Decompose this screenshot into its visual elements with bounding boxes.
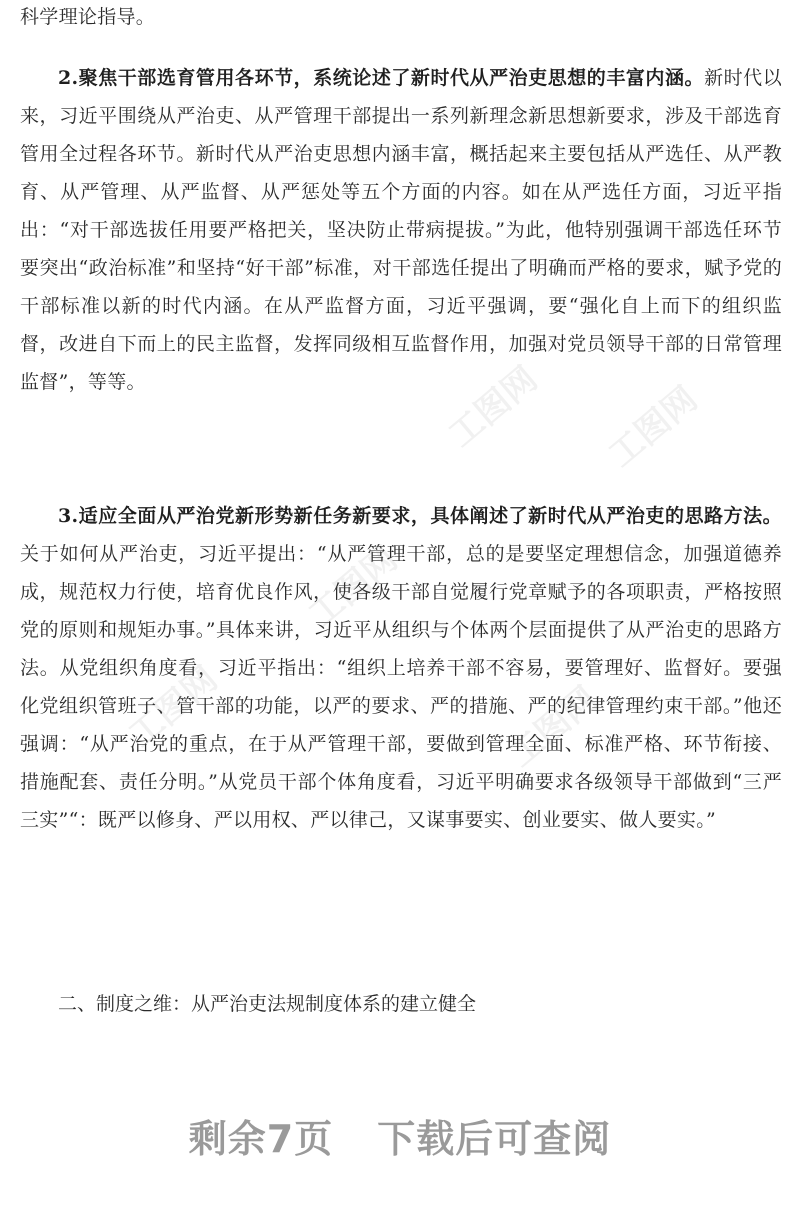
paragraph-intro-tail: [20, 0, 782, 36]
paragraph-body: 新时代以来，习近平围绕从严治吏、从严管理干部提出一系列新理念新思想新要求，涉及干部选育管用全过程各环节。新时代从严治吏思想内涵丰富，概括起来主要包括从严选任、从严教育、从严管理、从严监督、从严惩处等五个方面的内容。如在从严选任方面，习近平指出：“对干部选拔任用要严格把关，坚决防止带病提拔。”为此，他特别强调干部选任环节要突出“政治标准”和坚持“好干部”标准，对干部选任提出了明确而严格的要求，赋予党的干部标准以新的时代内涵。在从严监督方面，习近平强调，要“强化自上而下的组织监督，改进自下而上的民主监督，发挥同级相互监督作用，加强对党员领导干部的日常管理监督”，等等。: [20, 67, 782, 393]
watermark: 工图网: [501, 679, 606, 776]
paragraph-2: [20, 59, 782, 401]
download-to-view-label: 下载后可查阅: [377, 1117, 612, 1161]
watermark: 工图网: [301, 539, 406, 636]
paragraph-text: 科学理论指导。: [20, 6, 156, 28]
paragraph-lead: 2.聚焦干部选育管用各环节，系统论述了新时代从严治吏思想的丰富内涵。: [58, 67, 705, 89]
paragraph-lead: 3.适应全面从严治党新形势新任务新要求，具体阐述了新时代从严治吏的思路方法。: [58, 505, 782, 527]
paragraph-3: [20, 497, 782, 839]
remaining-pages-banner[interactable]: [0, 1108, 800, 1163]
watermark: 工图网: [441, 359, 546, 456]
section-heading: 二、制度之维：从严治吏法规制度体系的建立健全: [58, 993, 477, 1015]
watermark: 工图网: [601, 379, 706, 476]
paragraph-body: 关于如何从严治吏，习近平提出：“从严管理干部，总的是要坚定理想信念，加强道德养成，规范权力行使，培育优良作风，使各级干部自觉履行党章赋予的各项职责，严格按照党的原则和规矩办事。”具体来讲，习近平从组织与个体两个层面提供了从严治吏的思路方法。从党组织角度看，习近平指出：“组织上培养干部不容易，要管理好、监督好。要强化党组织管班子、管干部的功能，以严的要求、严的措施、严的纪律管理约束干部。”他还强调：“从严治党的重点，在于从严管理干部，要做到管理全面、标准严格、环节衔接、措施配套、责任分明。”从党员干部个体角度看，习近平明确要求各级领导干部做到“三严三实”“：既严以修身、严以用权、严以律己，又谋事要实、创业要实、做人要实。”: [20, 543, 782, 831]
remaining-pages-label: 剩余7页: [188, 1117, 334, 1161]
watermark: 工图网: [121, 659, 226, 756]
